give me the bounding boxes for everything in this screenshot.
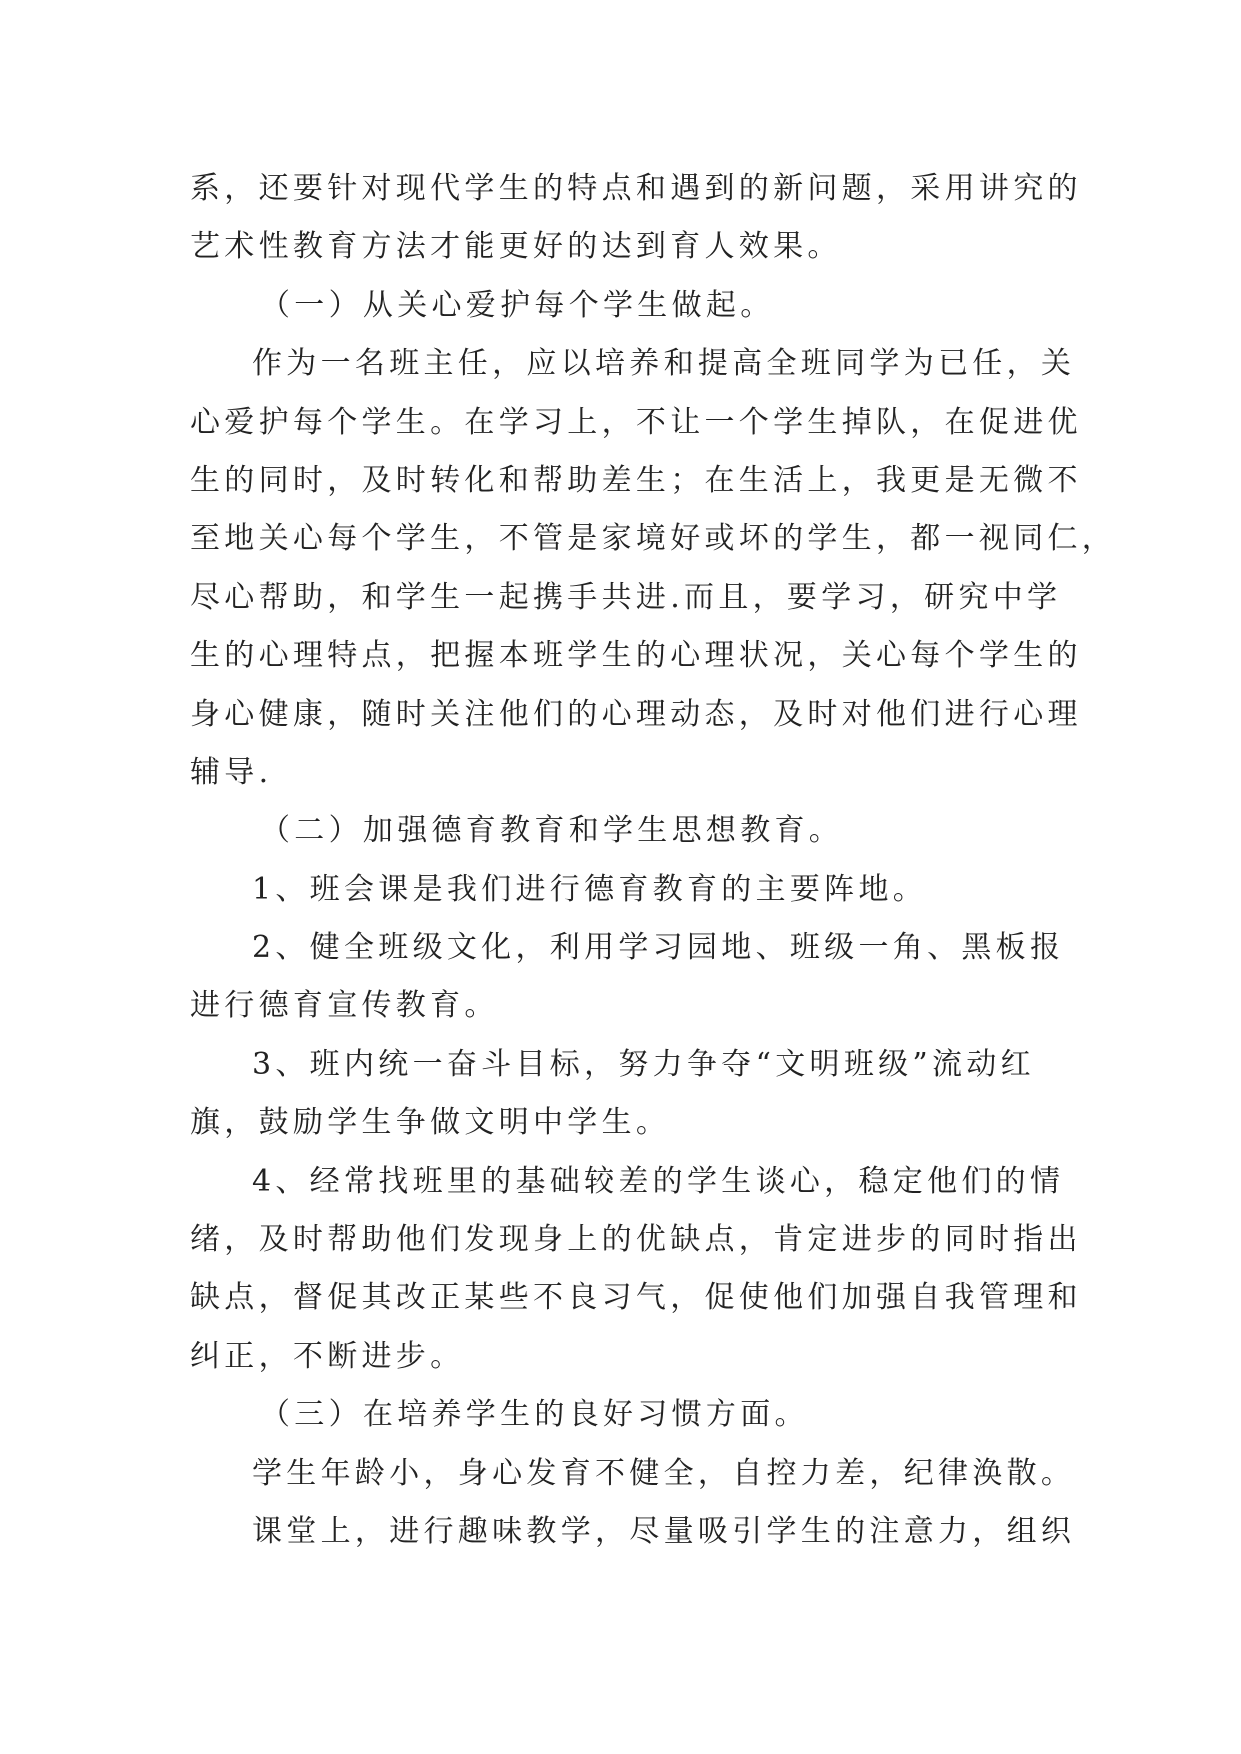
text-line: 进行德育宣传教育。 <box>190 988 499 1024</box>
text-line: 学生年龄小，身心发育不健全，自控力差，纪律涣散。 <box>252 1455 1076 1491</box>
text-line: 旗，鼓励学生争做文明中学生。 <box>190 1105 671 1141</box>
list-item-2: 2、健全班级文化，利用学习园地、班级一角、黑板报 <box>252 930 1065 966</box>
section-heading-3: （三）在培养学生的良好习惯方面。 <box>260 1397 809 1433</box>
list-item-3: 3、班内统一奋斗目标，努力争夺“文明班级”流动红 <box>252 1046 1035 1082</box>
text-line: 生的心理特点，把握本班学生的心理状况，关心每个学生的 <box>190 638 1082 674</box>
text-line: 身心健康，随时关注他们的心理动态，及时对他们进行心理 <box>190 696 1082 732</box>
text-line: 系，还要针对现代学生的特点和遇到的新问题，采用讲究的 <box>190 171 1082 206</box>
text-line: 绪，及时帮助他们发现身上的优缺点，肯定进步的同时指出 <box>190 1222 1082 1258</box>
text-line: 尽心帮助，和学生一起携手共进.而且，要学习，研究中学 <box>190 579 1062 615</box>
text-line: 缺点，督促其改正某些不良习气，促使他们加强自我管理和 <box>190 1280 1082 1316</box>
list-item-4: 4、经常找班里的基础较差的学生谈心，稳定他们的情 <box>252 1163 1065 1199</box>
text-line: 艺术性教育方法才能更好的达到育人效果。 <box>190 229 842 265</box>
text-line: 至地关心每个学生，不管是家境好或坏的学生，都一视同仁， <box>190 521 1117 557</box>
text-line: 辅导. <box>190 754 273 790</box>
text-line: 纠正，不断进步。 <box>190 1338 465 1374</box>
text-line: 课堂上，进行趣味教学，尽量吸引学生的注意力，组织 <box>252 1513 1076 1549</box>
document-body <box>190 160 1117 1561</box>
section-heading-1: （一）从关心爱护每个学生做起。 <box>260 287 775 323</box>
text-line: 生的同时，及时转化和帮助差生；在生活上，我更是无微不 <box>190 462 1082 498</box>
text-line: 心爱护每个学生。在学习上，不让一个学生掉队，在促进优 <box>190 404 1082 440</box>
section-heading-2: （二）加强德育教育和学生思想教育。 <box>260 813 844 849</box>
text-line: 作为一名班主任，应以培养和提高全班同学为已任，关 <box>252 346 1076 382</box>
list-item-1: 1、班会课是我们进行德育教育的主要阵地。 <box>252 871 928 907</box>
